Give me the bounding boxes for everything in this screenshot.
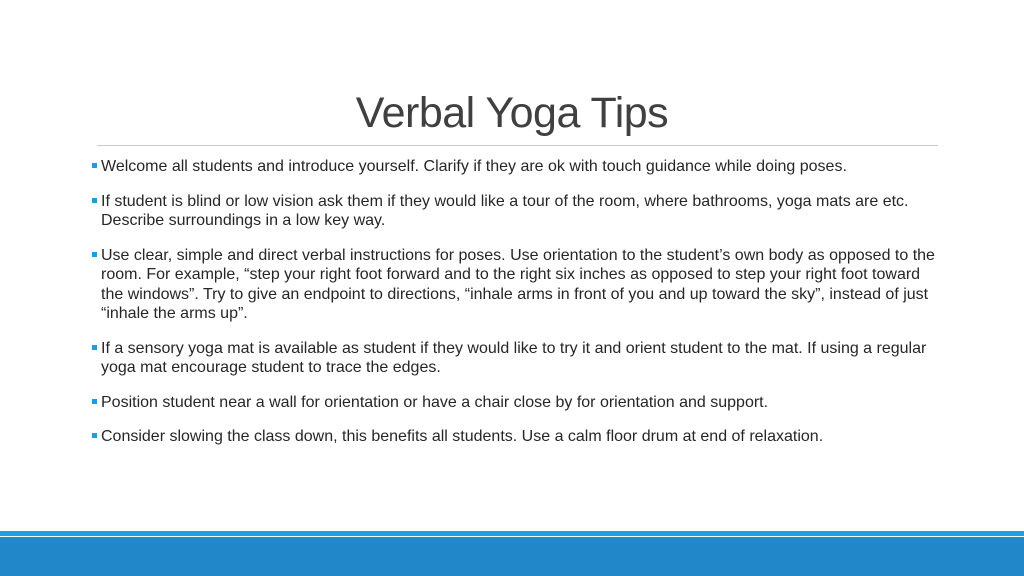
square-bullet-icon <box>92 198 97 203</box>
square-bullet-icon <box>92 163 97 168</box>
bullet-text: Use clear, simple and direct verbal instructions for poses. Use orientation to the student’s own body as opposed to the room. For example, “step your right foot forward and to the right six inches as opposed to step your right foot toward the windows”. Try to give an endpoint to directions, “inhale arms in front of you and up toward the sky”, instead of just “inhale the arms up”. <box>101 246 935 322</box>
footer-accent-line <box>0 531 1024 536</box>
bullet-text: Consider slowing the class down, this benefits all students. Use a calm floor drum at end of relaxation. <box>101 428 824 445</box>
footer-bar <box>0 537 1024 576</box>
bullet-text: Welcome all students and introduce yourself. Clarify if they are ok with touch guidance while doing poses. <box>101 158 847 175</box>
bullet-text: If a sensory yoga mat is available as student if they would like to try it and orient student to the mat. If using a regular yoga mat encourage student to trace the edges. <box>101 339 927 376</box>
bullet-item <box>91 192 941 231</box>
bullet-item <box>91 157 941 177</box>
title-divider <box>97 145 938 146</box>
bullet-item <box>91 339 941 378</box>
slide-title: Verbal Yoga Tips <box>355 89 669 137</box>
square-bullet-icon <box>92 433 97 438</box>
bullet-list <box>91 157 941 462</box>
bullet-item <box>91 427 941 447</box>
bullet-text: Position student near a wall for orientation or have a chair close by for orientation and support. <box>101 393 769 411</box>
bullet-item <box>91 246 941 324</box>
bullet-text: If student is blind or low vision ask them if they would like a tour of the room, where bathrooms, yoga mats are etc. Describe surroundings in a low key way. <box>101 192 909 229</box>
bullet-item <box>91 393 941 413</box>
square-bullet-icon <box>92 345 97 350</box>
square-bullet-icon <box>92 252 97 257</box>
square-bullet-icon <box>92 399 97 404</box>
